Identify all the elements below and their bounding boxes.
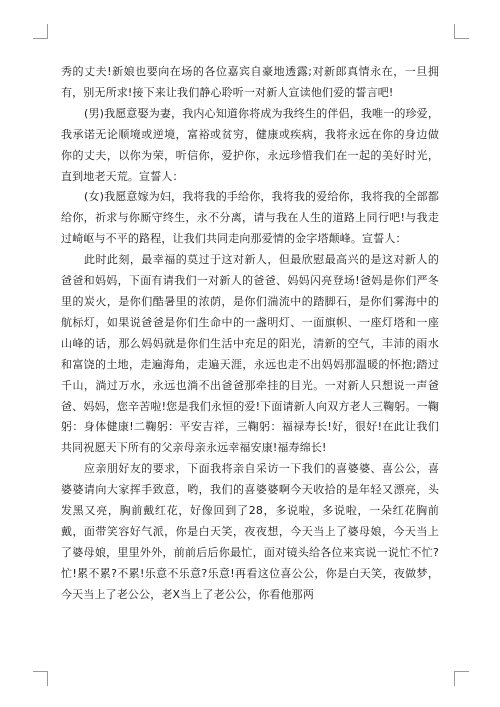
crop-mark-bottom-right — [454, 671, 469, 686]
paragraph-intro: 秀的丈夫!新娘也要向在场的各位嘉宾自豪地透露;对新郎真情永在，一旦拥有，别无所求!接下来让我们静心聆听一对新人宣读他们爱的誓言吧! — [61, 65, 439, 99]
crop-mark-bottom-left — [33, 671, 48, 686]
crop-mark-top-right — [454, 24, 469, 39]
paragraph-groom-vow: (男)我愿意娶为妻，我内心知道你将成为我终生的伴侣，我唯一的珍爱，我承诺无论顺境或逆境，富裕或贫穷，健康或疾病，我将永远在你的身边做你的丈夫，以你为荣，听信你，爱护你，永远珍惜我们在一起的美好时光，直到地老天荒。宣誓人： — [61, 106, 439, 183]
crop-mark-top-left — [33, 24, 48, 39]
paragraph-bride-vow: (女)我愿意嫁为妇，我将我的手给你，我将我的爱给你，我将我的全部都给你，祈求与你厮守终生，永不分离，请与我在人生的道路上同行吧!与我走过崎岖与不平的路程，让我们共同走向那爱情的金字塔颠峰。宣誓人： — [61, 190, 439, 246]
document-body — [61, 62, 439, 606]
paragraph-parents: 此时此刻，最幸福的莫过于这对新人，但最欣慰最高兴的是这对新人的爸爸和妈妈，下面有请我们一对新人的爸爸、妈妈闪亮登场!爸妈是你们严冬里的炭火，是你们酷暑里的浓荫，是你们湍流中的踏脚石，是你们雾海中的航标灯，如果说爸爸是你们生命中的一盏明灯、一面旗帜、一座灯塔和一座山峰的话，那么妈妈就是你们生活中充足的阳光，清新的空气，丰沛的雨水和富饶的土地，走遍海角，走遍天涯，永远也走不出妈妈那温暖的怀抱;踏过千山，淌过万水，永远也淌不出爸爸那牵挂的目光。一对新人只想说一声爸爸、妈妈，您辛苦啦!您是我们永恒的爱!下面请新人向双方老人三鞠躬。一鞠躬：身体健康!二鞠躬：平安吉祥，三鞠躬：福禄寿长!好，很好!在此让我们共同祝愿天下所有的父亲母亲永远幸福安康!福寿绵长! — [61, 253, 439, 455]
paragraph-interview: 应亲朋好友的要求，下面我将亲自采访一下我们的喜婆婆、喜公公，喜婆婆请向大家挥手致意，哟，我们的喜婆婆啊今天收拾的是年轻又漂亮，头发黑又亮，胸前戴红花，好像回到了28，多说啦，多说啦，一朵红花胸前戴，面带笑容好气派，你是白天笑，夜夜想，今天当上了婆母娘，今天当上了婆母娘，里里外外，前前后后你最忙，面对镜头给各位来宾说一说忙不忙?忙!累不累?不累!乐意不乐意?乐意!再看这位喜公公，你是白天笑，夜做梦，今天当上了老公公，老X当上了老公公，你看他那两 — [61, 462, 439, 601]
